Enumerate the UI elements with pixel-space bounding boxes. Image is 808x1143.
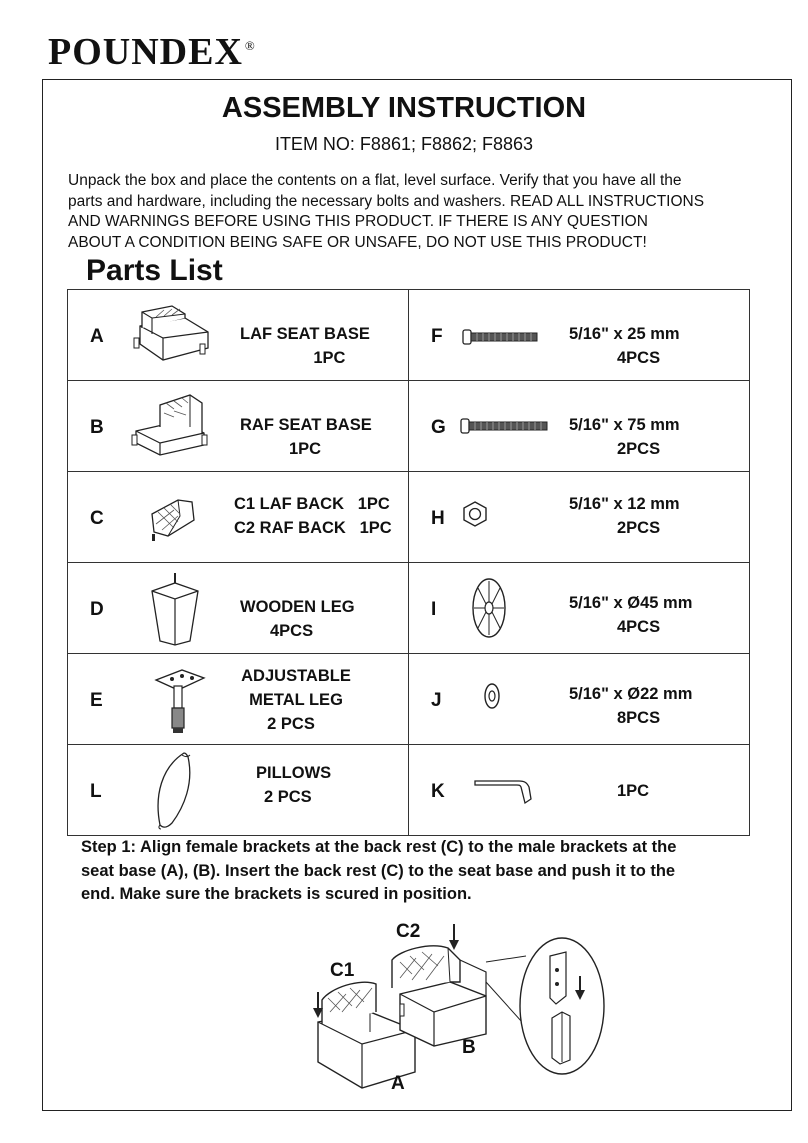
label-c2: C2 — [396, 921, 421, 942]
nut-icon — [461, 500, 489, 528]
long-bolt-icon — [459, 417, 549, 435]
part-spec: 1PC — [617, 782, 650, 800]
part-letter: D — [90, 599, 104, 620]
step-1-instructions — [81, 836, 741, 907]
part-name: PILLOWS 2 PCS — [256, 764, 332, 806]
laf-seat-base-icon — [130, 304, 212, 364]
short-bolt-icon — [461, 328, 541, 346]
part-letter: L — [90, 781, 102, 802]
part-letter: A — [90, 326, 104, 347]
back-rest-icon — [148, 496, 200, 544]
part-spec: 5/16" x 12 mm 2PCS — [569, 495, 680, 537]
part-cell-e — [68, 654, 409, 745]
assembly-diagram — [300, 912, 620, 1107]
part-name: RAF SEAT BASE 1PC — [240, 416, 372, 458]
bracket-detail — [520, 938, 604, 1074]
part-cell-k — [409, 745, 750, 836]
part-cell-b — [68, 381, 409, 472]
table-row — [68, 472, 750, 563]
intro-line: ABOUT A CONDITION BEING SAFE OR UNSAFE, DO NOT USE THIS PRODUCT! — [68, 233, 647, 251]
adjustable-metal-leg-icon — [152, 664, 208, 738]
intro-line: Unpack the box and place the contents on a flat, level surface. Verify that you have all the — [68, 172, 682, 189]
part-cell-i — [409, 563, 750, 654]
table-row — [68, 745, 750, 836]
part-letter: H — [431, 508, 445, 529]
part-letter: B — [90, 417, 104, 438]
part-cell-d — [68, 563, 409, 654]
allen-key-icon — [473, 771, 535, 807]
brand-logo — [48, 30, 256, 74]
part-letter: J — [431, 690, 442, 711]
large-washer-icon — [467, 577, 511, 639]
sectional-assembly-illustration — [300, 912, 620, 1102]
part-cell-c — [68, 472, 409, 563]
part-letter: K — [431, 781, 445, 802]
part-letter: E — [90, 690, 103, 711]
part-cell-f — [409, 290, 750, 381]
part-letter: I — [431, 599, 437, 620]
part-spec: 5/16" x Ø22 mm 8PCS — [569, 685, 693, 727]
table-row — [68, 654, 750, 745]
part-cell-j — [409, 654, 750, 745]
part-name: LAF SEAT BASE 1PC — [240, 325, 370, 367]
table-row — [68, 563, 750, 654]
label-c1: C1 — [330, 960, 355, 981]
table-row — [68, 290, 750, 381]
registered-mark: ® — [244, 38, 256, 53]
part-letter: G — [431, 417, 446, 438]
part-cell-l — [68, 745, 409, 836]
parts-list-title: Parts List — [86, 254, 223, 287]
label-b: B — [462, 1037, 476, 1058]
step-line: end. Make sure the brackets is scured in position. — [81, 885, 472, 903]
part-spec: 5/16" x Ø45 mm 4PCS — [569, 594, 693, 636]
part-name: WOODEN LEG 4PCS — [240, 598, 355, 640]
small-washer-icon — [483, 682, 501, 710]
part-letter: C — [90, 508, 104, 529]
label-a: A — [391, 1073, 405, 1094]
part-spec: 5/16" x 75 mm 2PCS — [569, 416, 680, 458]
part-name: C1 LAF BACK 1PC C2 RAF BACK 1PC — [234, 495, 392, 537]
part-spec: 5/16" x 25 mm 4PCS — [569, 325, 680, 367]
parts-table — [67, 289, 750, 836]
brand-name: POUNDEX — [48, 31, 243, 73]
step-line: seat base (A), (B). Insert the back rest (C) to the seat base and push it to the — [81, 861, 676, 880]
table-row — [68, 381, 750, 472]
part-name: ADJUSTABLE METAL LEG 2 PCS — [241, 667, 351, 733]
page-title: ASSEMBLY INSTRUCTION — [221, 92, 587, 124]
down-arrow-icon — [449, 924, 459, 950]
step-line: Step 1: Align female brackets at the back rest (C) to the male brackets at the — [81, 838, 677, 856]
wooden-leg-icon — [148, 571, 202, 647]
intro-line: parts and hardware, including the necessary bolts and washers. READ ALL INSTRUCTIONS — [68, 192, 705, 210]
part-cell-h — [409, 472, 750, 563]
part-cell-g — [409, 381, 750, 472]
item-number: ITEM NO: F8861; F8862; F8863 — [274, 134, 534, 154]
pillow-icon — [152, 749, 196, 831]
raf-seat-base-icon — [130, 391, 212, 457]
part-cell-a — [68, 290, 409, 381]
intro-line: AND WARNINGS BEFORE USING THIS PRODUCT. IF THERE IS ANY QUESTION — [68, 213, 648, 230]
part-letter: F — [431, 326, 443, 347]
intro-text — [68, 171, 768, 253]
